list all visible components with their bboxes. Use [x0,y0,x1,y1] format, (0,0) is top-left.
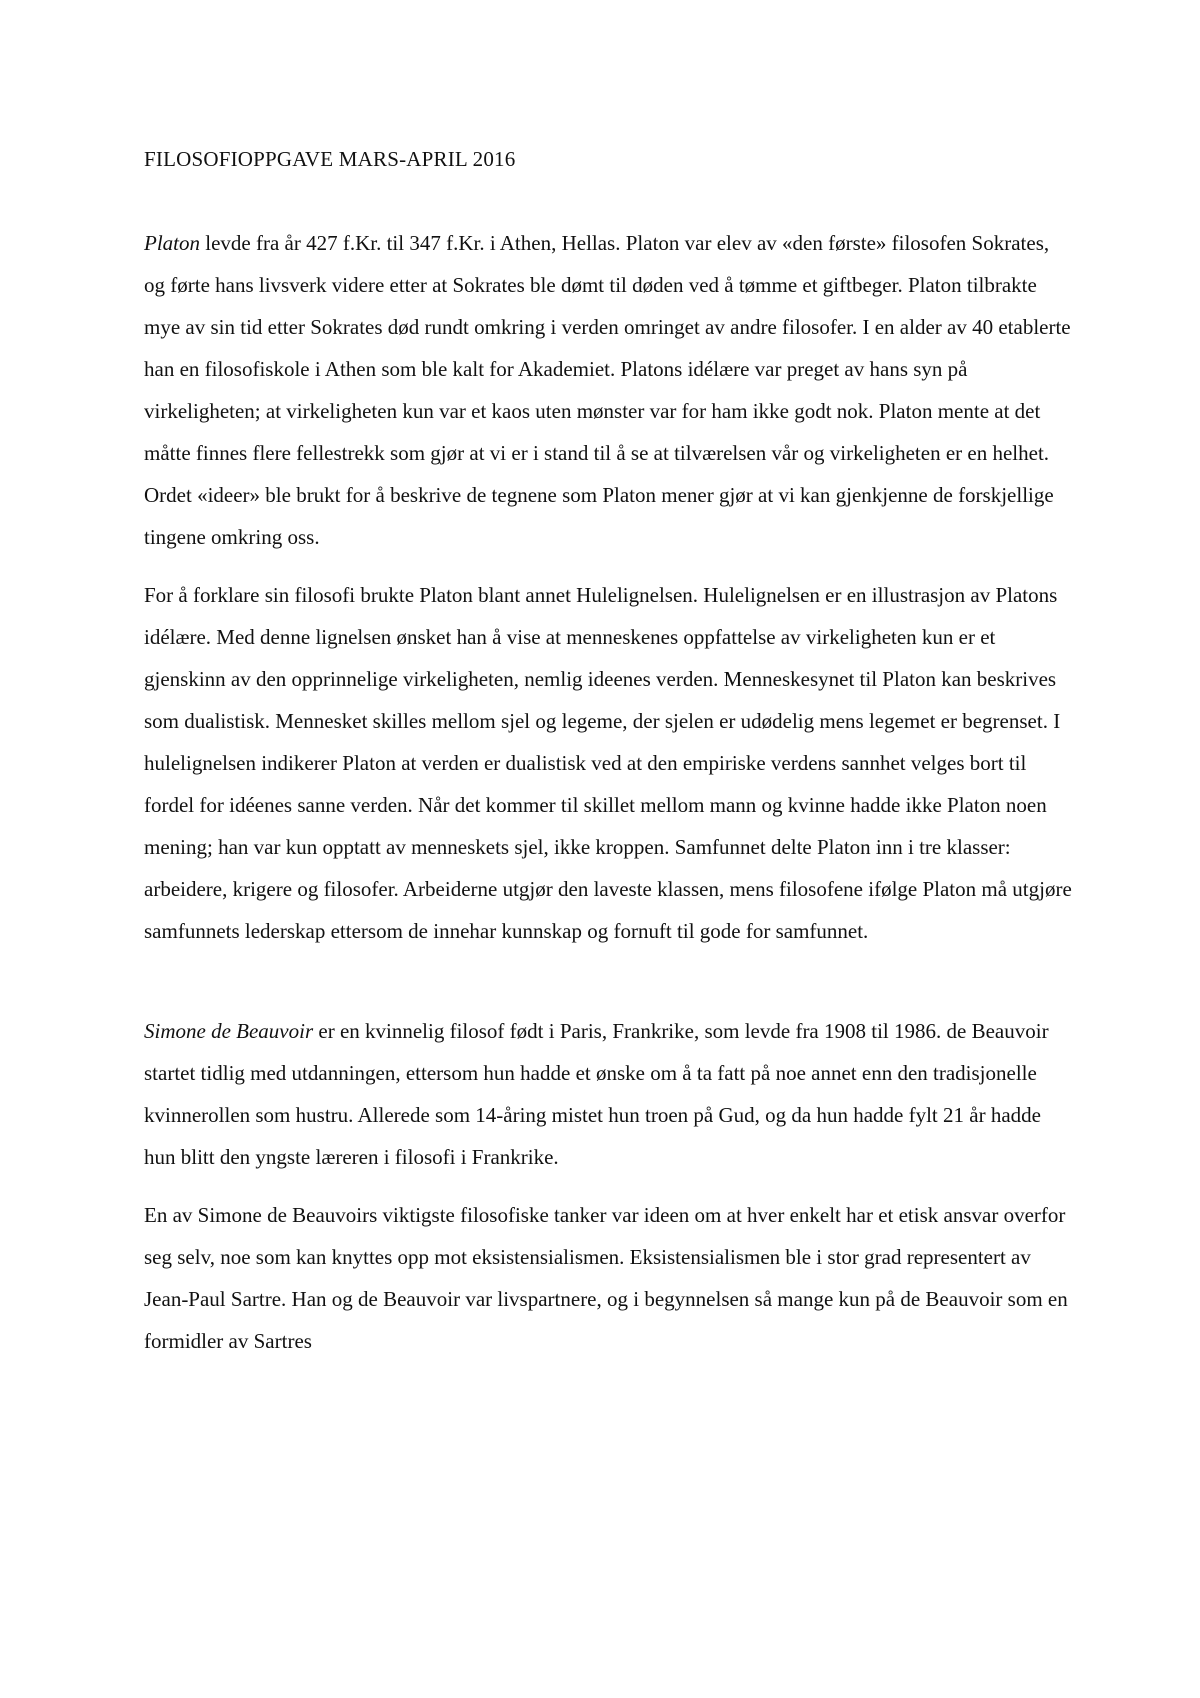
paragraph-text: levde fra år 427 f.Kr. til 347 f.Kr. i Athen, Hellas. Platon var elev av «den første» filosofen Sokrates, og førte hans livsverk videre etter at Sokrates ble dømt til døden ved å tømme et giftbeger. Platon tilbrakte mye av sin tid etter Sokrates død rundt omkring i verden omringet av andre filosofer. I en alder av 40 etablerte han en filosofiskole i Athen som ble kalt for Akademiet. Platons idélære var preget av hans syn på virkeligheten; at virkeligheten kun var et kaos uten mønster var for ham ikke godt nok. Platon mente at det måtte finnes flere fellestrekk som gjør at vi er i stand til å se at tilværelsen vår og virkeligheten er en helhet. Ordet «ideer» ble brukt for å beskrive de tegnene som Platon mener gjør at vi kan gjenkjenne de forskjellige tingene omkring oss. [144,231,1071,549]
paragraph-lead-beauvoir: Simone de Beauvoir [144,1019,314,1043]
paragraph-text: En av Simone de Beauvoirs viktigste filosofiske tanker var ideen om at hver enkelt har et etisk ansvar overfor seg selv, noe som kan knyttes opp mot eksistensialismen. Eksistensialismen ble i stor grad representert av Jean-Paul Sartre. Han og de Beauvoir var livspartnere, og i begynnelsen så mange kun på de Beauvoir som en formidler av Sartres [144,1203,1068,1353]
paragraph-lead-platon: Platon [144,231,200,255]
paragraph-text: er en kvinnelig filosof født i Paris, Frankrike, som levde fra 1908 til 1986. de Beauvoir startet tidlig med utdanningen, ettersom hun hadde et ønske om å ta fatt på noe annet enn den tradisjonelle kvinnerollen som hustru. Allerede som 14-åring mistet hun troen på Gud, og da hun hadde fylt 21 år hadde hun blitt den yngste læreren i filosofi i Frankrike. [144,1019,1049,1169]
paragraph-hulelignelsen [144,574,1074,952]
document-title: FILOSOFIOPPGAVE MARS-APRIL 2016 [144,147,516,171]
paragraph-beauvoir-intro [144,1010,1074,1178]
paragraph-beauvoir-ethics [144,1194,1074,1362]
document-page [144,138,1074,1362]
paragraph-platon-intro [144,222,1074,558]
paragraph-text: For å forklare sin filosofi brukte Platon blant annet Hulelignelsen. Hulelignelsen er en illustrasjon av Platons idélære. Med denne lignelsen ønsket han å vise at menneskenes oppfattelse av virkeligheten kun er et gjenskinn av den opprinnelige virkeligheten, nemlig ideenes verden. Menneskesynet til Platon kan beskrives som dualistisk. Mennesket skilles mellom sjel og legeme, der sjelen er udødelig mens legemet er begrenset. I hulelignelsen indikerer Platon at verden er dualistisk ved at den empiriske verdens sannhet velges bort til fordel for idéenes sanne verden. Når det kommer til skillet mellom mann og kvinne hadde ikke Platon noen mening; han var kun opptatt av menneskets sjel, ikke kroppen. Samfunnet delte Platon inn i tre klasser: arbeidere, krigere og filosofer. Arbeiderne utgjør den laveste klassen, mens filosofene ifølge Platon må utgjøre samfunnets lederskap ettersom de innehar kunnskap og fornuft til gode for samfunnet. [144,583,1072,943]
